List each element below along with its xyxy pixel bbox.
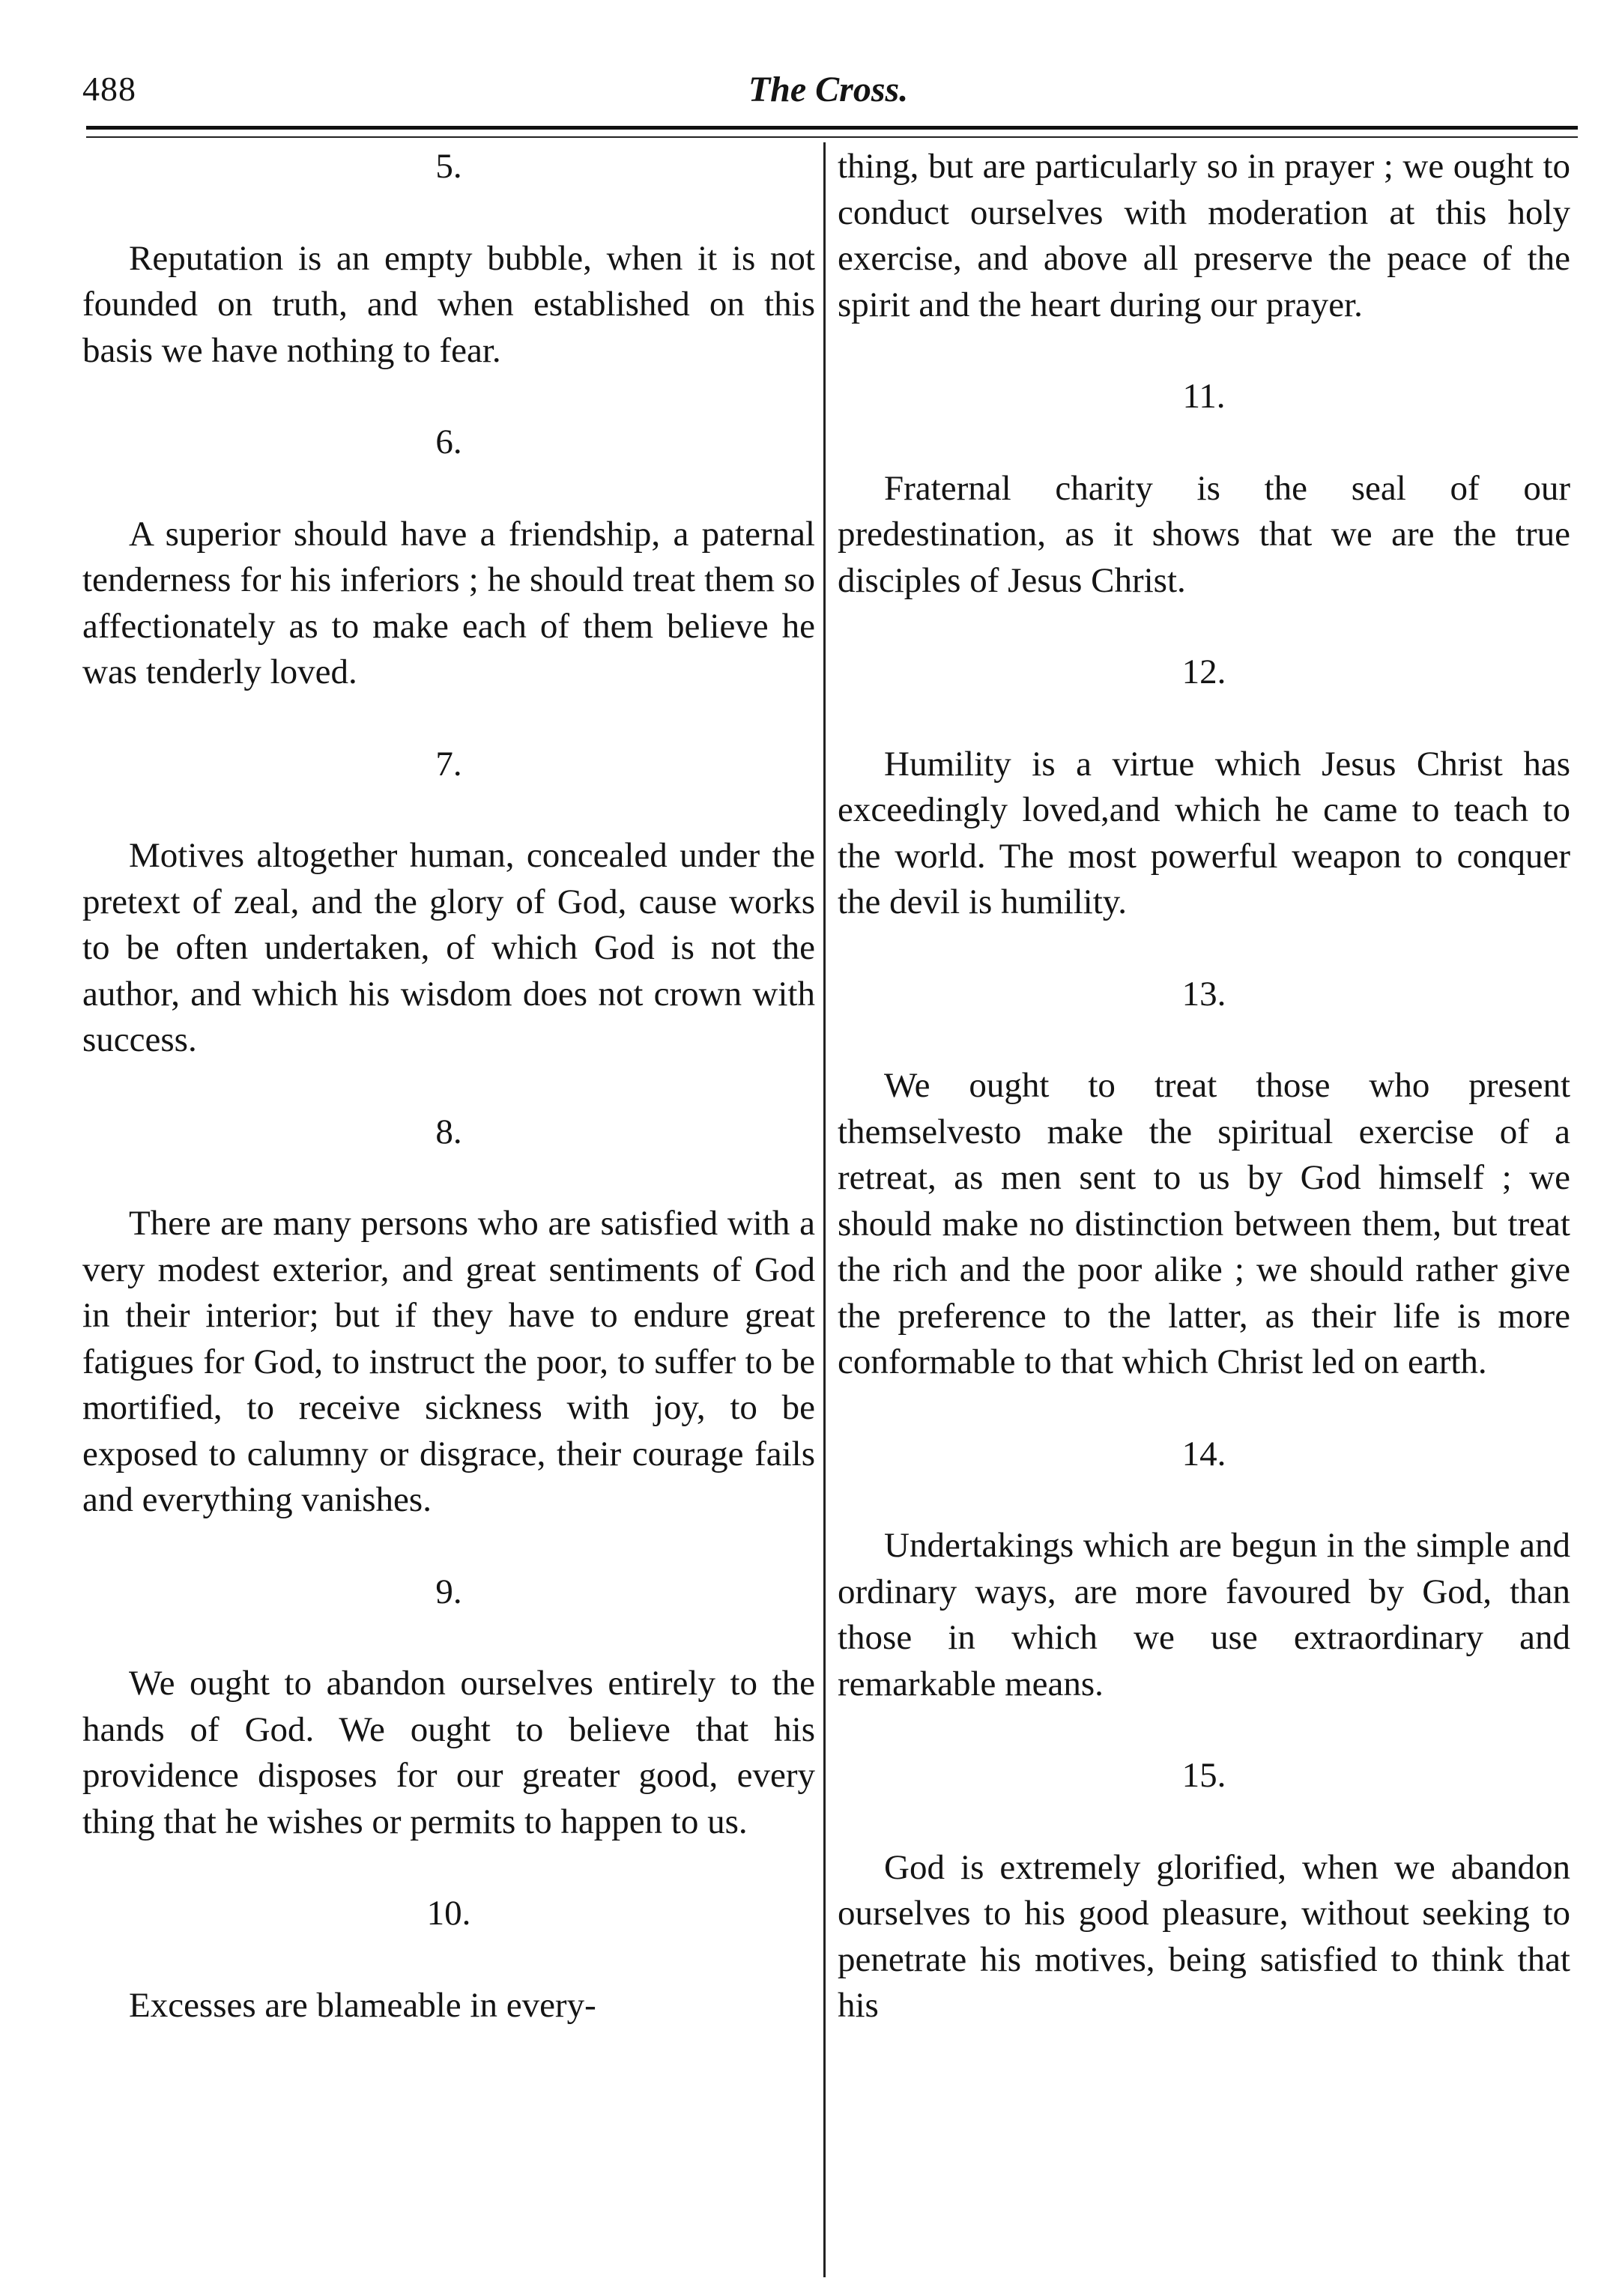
maxim-text: A superior should have a friendship, a paternal tenderness for his inferiors ; he should treat them so affectionately as to make each of them believe he was tenderly loved. [82, 514, 815, 691]
header-rule [86, 126, 1578, 130]
page-number: 488 [82, 70, 136, 108]
right-column [838, 144, 1570, 2029]
page-header [82, 69, 1574, 121]
left-column [82, 144, 815, 2029]
maxim-number: 5. [435, 147, 462, 186]
maxim-number: 15. [1181, 1756, 1226, 1795]
maxim-text: Reputation is an empty bubble, when it is not founded on truth, and when established on this basis we have nothing to fear. [82, 238, 815, 370]
maxim-text: We ought to treat those who present themselvesto make the spiritual exercise of a retreat, as men sent to us by God himself ; we should make no distinction between them, but treat the rich and the poor alike ; we should rather give the preference to the latter, as their life is more conformable to that which Christ led on earth. [838, 1066, 1570, 1381]
maxim-text: There are many persons who are satisfied with a very modest exterior, and great sentiments of God in their interior; but if they have to endure great fatigues for God, to instruct the poor, to suffer to be mortified, to receive sickness with joy, to be exposed to calumny or disgrace, their courage fails and everything vanishes. [82, 1204, 815, 1519]
maxim-number: 13. [1181, 974, 1226, 1014]
maxim-text: We ought to abandon ourselves entirely to the hands of God. We ought to believe that his providence disposes for our greater good, every thing that he wishes or permits to happen to us. [82, 1664, 815, 1841]
maxim-number: 6. [435, 422, 462, 461]
maxim-number: 9. [435, 1572, 462, 1611]
maxim-text: God is extremely glorified, when we abandon ourselves to his good pleasure, without seeking to penetrate his motives, being satisfied to think that his [838, 1847, 1570, 2025]
maxim-number: 8. [435, 1112, 462, 1151]
maxim-text: Fraternal charity is the seal of our predestination, as it shows that we are the true disciples of Jesus Christ. [838, 468, 1570, 600]
maxim-text: Motives altogether human, concealed under the pretext of zeal, and the glory of God, cause works to be often undertaken, of which God is not the author, and which his wisdom does not crown with success. [82, 836, 815, 1059]
header-rule-thin [86, 136, 1578, 138]
continued-text: thing, but are particularly so in prayer ; we ought to conduct ourselves with moderation at this holy exercise, and above all preserve the peace of the spirit and the heart during our prayer. [838, 147, 1570, 324]
maxim-text: Undertakings which are begun in the simple and ordinary ways, are more favoured by God, than those in which we use extraordinary and remarkable means. [838, 1526, 1570, 1703]
maxim-text: Humility is a virtue which Jesus Christ has exceedingly loved,and which he came to teach to the world. The most powerful weapon to conquer the devil is humility. [838, 744, 1570, 921]
maxim-number: 10. [426, 1894, 471, 1933]
column-divider [823, 142, 826, 2277]
running-title: The Cross. [748, 70, 909, 109]
maxim-text: Excesses are blameable in every- [129, 1985, 596, 2025]
maxim-number: 12. [1181, 652, 1226, 691]
maxim-number: 14. [1181, 1434, 1226, 1473]
maxim-number: 7. [435, 744, 462, 784]
maxim-number: 11. [1182, 377, 1226, 416]
